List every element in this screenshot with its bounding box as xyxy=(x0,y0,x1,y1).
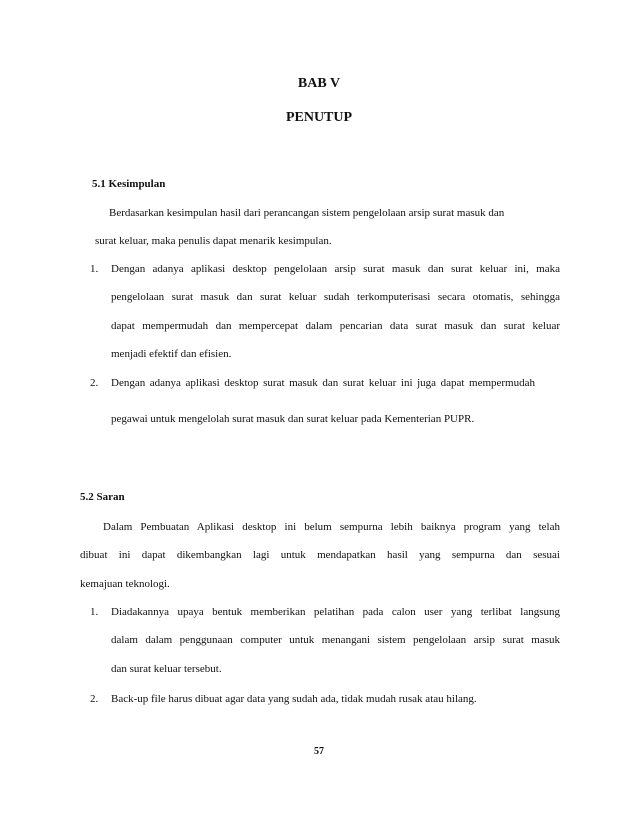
chapter-title: PENUTUP xyxy=(285,110,353,125)
chapter-number: BAB V xyxy=(297,76,341,91)
saran-item-number: 2. xyxy=(90,693,99,705)
saran-item-number: 1. xyxy=(90,606,99,618)
page-number: 57 xyxy=(314,746,324,757)
saran-item-line: dalam dalam penggunaan computer untuk menangani sistem pengelolaan arsip surat masuk xyxy=(111,634,560,646)
saran-intro-line: Dalam Pembuatan Aplikasi desktop ini belum sempurna lebih baiknya program yang telah xyxy=(103,521,560,533)
kesimpulan-item-line: Dengan adanya aplikasi desktop pengelolaan arsip surat masuk dan surat keluar ini, maka xyxy=(111,263,560,275)
saran-intro-line: kemajuan teknologi. xyxy=(80,578,170,590)
kesimpulan-item-line: menjadi efektif dan efisien. xyxy=(111,348,232,360)
kesimpulan-item-line: dapat mempermudah dan mempercepat dalam pencarian data surat masuk dan surat keluar xyxy=(111,320,560,332)
saran-item-line: Diadakannya upaya bentuk memberikan pelatihan pada calon user yang terlibat langsung xyxy=(111,606,560,618)
kesimpulan-item-line: pengelolaan surat masuk dan surat keluar sudah terkomputerisasi secara otomatis, sehingga xyxy=(111,291,560,303)
kesimpulan-intro-line: surat keluar, maka penulis dapat menarik kesimpulan. xyxy=(95,235,332,247)
kesimpulan-item-number: 2. xyxy=(90,377,99,389)
kesimpulan-item-number: 1. xyxy=(90,263,99,275)
section-heading-kesimpulan: 5.1 Kesimpulan xyxy=(92,178,166,190)
saran-item-line: dan surat keluar tersebut. xyxy=(111,663,222,675)
kesimpulan-item-line: pegawai untuk mengelolah surat masuk dan surat keluar pada Kementerian PUPR. xyxy=(111,413,475,425)
section-heading-saran: 5.2 Saran xyxy=(80,491,125,503)
kesimpulan-intro-line: Berdasarkan kesimpulan hasil dari perancangan sistem pengelolaan arsip surat masuk dan xyxy=(109,207,505,219)
kesimpulan-item-line: Dengan adanya aplikasi desktop surat masuk dan surat keluar ini juga dapat mempermudah xyxy=(111,377,535,389)
saran-item-line: Back-up file harus dibuat agar data yang sudah ada, tidak mudah rusak atau hilang. xyxy=(111,693,477,705)
saran-intro-line: dibuat ini dapat dikembangkan lagi untuk mendapatkan hasil yang sempurna dan sesuai xyxy=(80,549,560,561)
